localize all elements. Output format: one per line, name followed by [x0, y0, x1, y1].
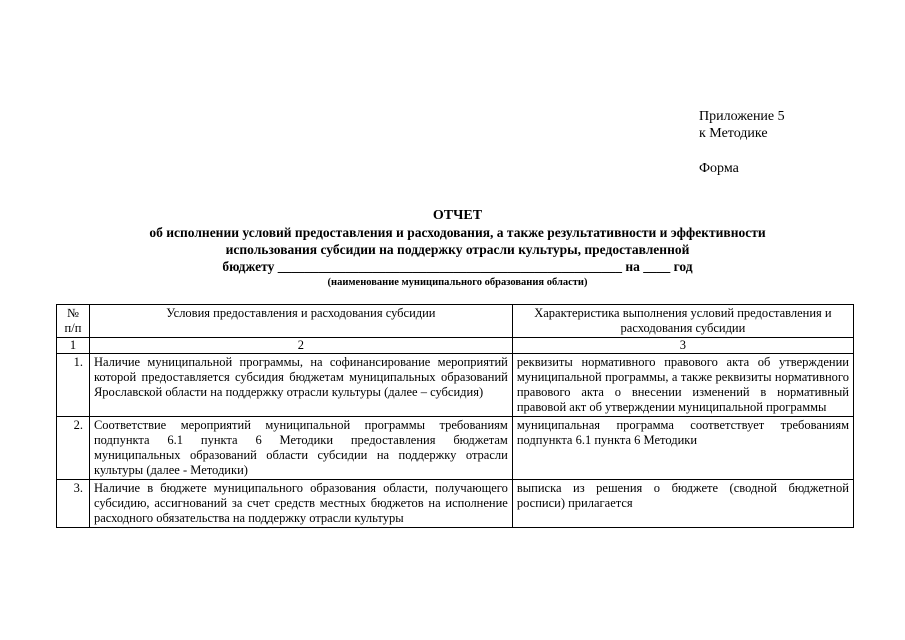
- row-characteristic: реквизиты нормативного правового акта об утверждении муниципальной программы, а также реквизиты нормативного правового акта о внесении изменений в нормативный правовой акт об утверждении муниципальной программы: [512, 354, 853, 417]
- report-title-line-3: бюджету ___________________________________________________ на ____ год: [222, 259, 693, 274]
- row-number: 1.: [57, 354, 90, 417]
- appendix-block: [699, 108, 785, 177]
- column-index-3: 3: [512, 338, 853, 354]
- report-title-block: [60, 207, 855, 290]
- spacer: [699, 142, 785, 160]
- row-condition: Соответствие мероприятий муниципальной программы требованиям подпункта 6.1 пункта 6 Методики предоставления бюджетам муниципальных образований области субсидии на поддержку отрасли культуры (далее - Методики): [89, 417, 512, 480]
- header-num: № п/п: [57, 305, 90, 338]
- row-condition: Наличие муниципальной программы, на софинансирование мероприятий которой предоставляется субсидия бюджетам муниципальных образований Ярославской области на поддержку отрасли культуры (далее – субсидия): [89, 354, 512, 417]
- form-label: Форма: [699, 161, 739, 176]
- header-characteristics: Характеристика выполнения условий предоставления и расходования субсидии: [512, 305, 853, 338]
- row-number: 2.: [57, 417, 90, 480]
- table-row: [57, 480, 854, 528]
- appendix-number: Приложение 5: [699, 109, 785, 124]
- column-index-1: 1: [57, 338, 90, 354]
- municipality-note: (наименование муниципального образования области): [327, 277, 588, 288]
- row-condition: Наличие в бюджете муниципального образования области, получающего субсидию, ассигнований за счет средств местных бюджетов на исполнение расходного обязательства на поддержку отрасли культуры: [89, 480, 512, 528]
- report-title-line-1: об исполнении условий предоставления и расходования, а также результативности и эффективности: [149, 225, 766, 240]
- table-row: [57, 417, 854, 480]
- report-table: [56, 304, 854, 528]
- header-conditions: Условия предоставления и расходования субсидии: [89, 305, 512, 338]
- row-characteristic: муниципальная программа соответствует требованиям подпункта 6.1 пункта 6 Методики: [512, 417, 853, 480]
- appendix-reference: к Методике: [699, 126, 768, 141]
- row-number: 3.: [57, 480, 90, 528]
- row-characteristic: выписка из решения о бюджете (сводной бюджетной росписи) прилагается: [512, 480, 853, 528]
- table-row: [57, 354, 854, 417]
- column-index-row: [57, 338, 854, 354]
- report-title-line-2: использования субсидии на поддержку отрасли культуры, предоставленной: [225, 242, 690, 257]
- table-header-row: [57, 305, 854, 338]
- column-index-2: 2: [89, 338, 512, 354]
- report-heading: ОТЧЕТ: [432, 208, 483, 223]
